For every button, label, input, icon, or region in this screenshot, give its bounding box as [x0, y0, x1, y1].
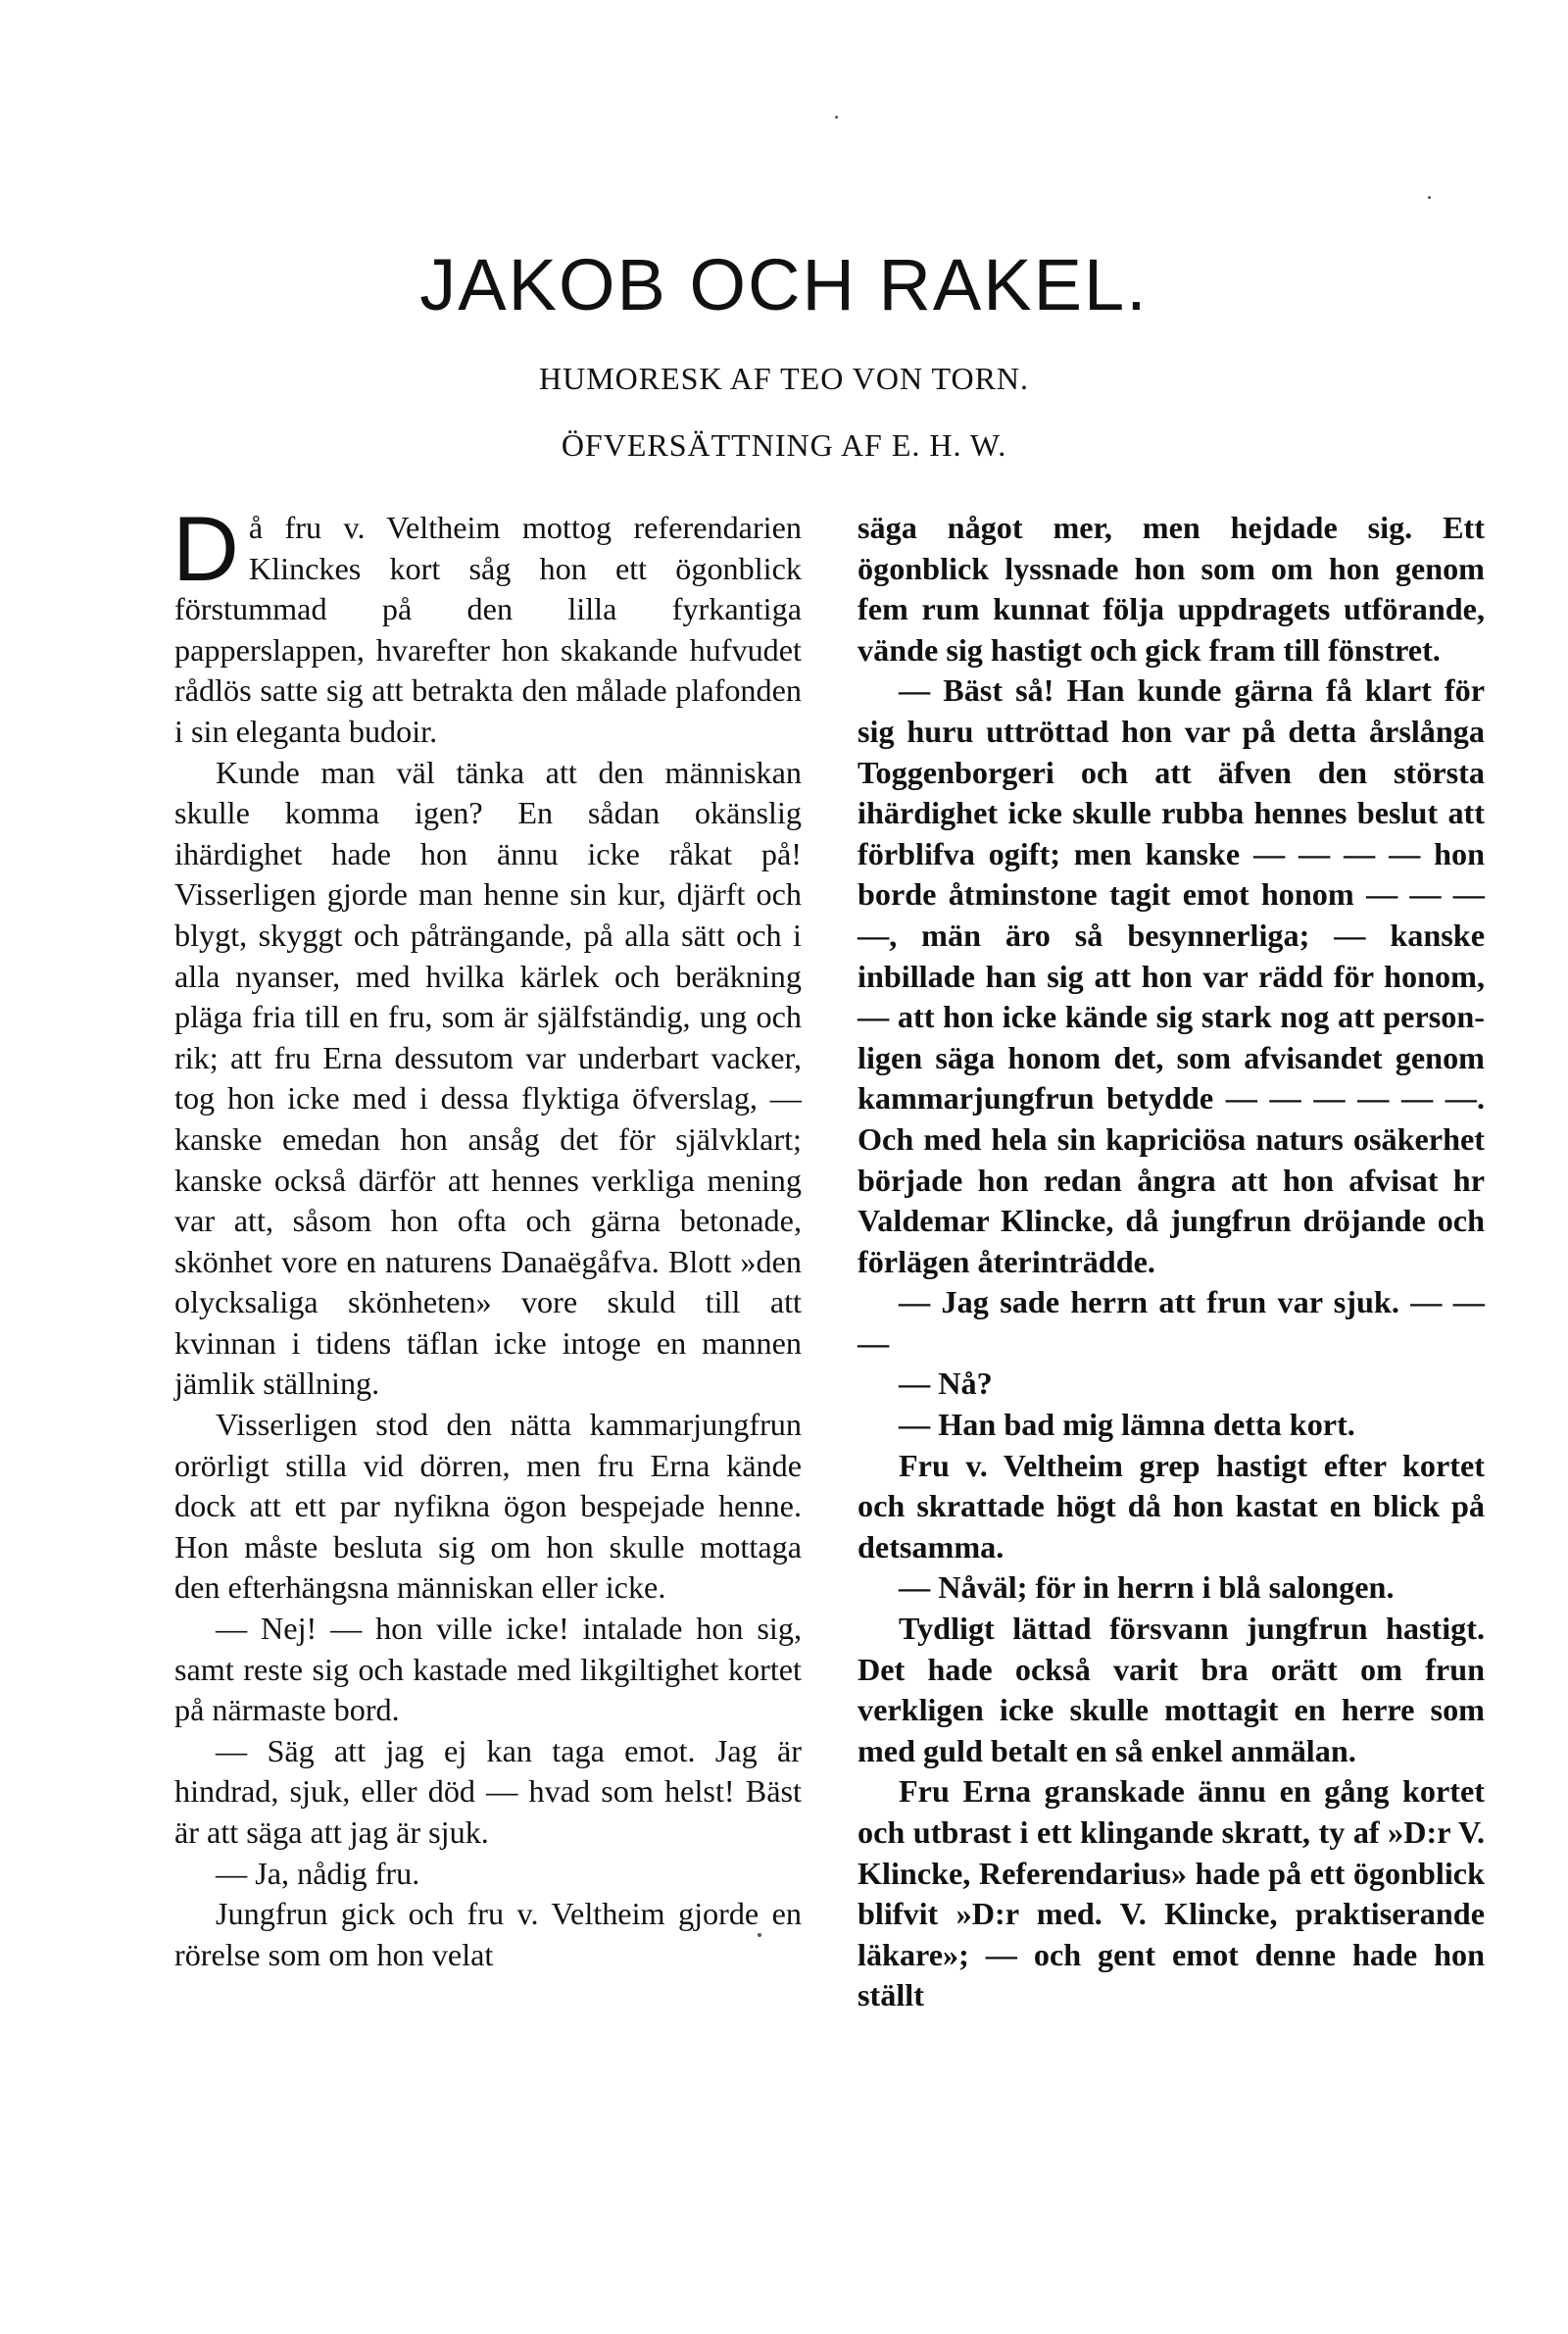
- paragraph-opening: [172, 497, 802, 753]
- paragraph: Fru v. Veltheim grep hastigt efter kortet och skrattade högt då hon kastat en blick på detsamma.: [858, 1447, 1485, 1564]
- story-subtitle: HUMORESK AF TEO VON TORN.: [538, 361, 1030, 396]
- paragraph: — Han bad mig lämna detta kort.: [899, 1407, 1355, 1443]
- opening-text: å fru v. Veltheim mottog referendarien Klinckes kort såg hon ett ögonblick förstummad på den lilla fyrkantiga papperslappen, hvarefter hon skakande hufvudet rådlös satte sig att betrakta den målade plafonden i sin eleganta budoir.: [174, 510, 802, 749]
- story-title: JAKOB OCH RAKEL.: [419, 244, 1149, 325]
- print-speck: [1428, 196, 1431, 199]
- paragraph: — Nåväl; för in herrn i blå salongen.: [899, 1569, 1395, 1606]
- paragraph: Jungfrun gick och fru v. Veltheim gjorde en rörelse som om hon velat: [174, 1896, 802, 1972]
- translation-credit: ÖFVERSÄTTNING AF E. H. W.: [561, 427, 1007, 463]
- paragraph: — Nå?: [899, 1366, 993, 1402]
- drop-cap: D: [172, 497, 239, 600]
- paragraph: Fru Erna granskade ännu en gång kortet och utbrast i ett klingande skratt, ty af »D:r V. Klincke, Referendarius» hade på ett ögonblick blifvit »D:r med. V. Klincke, praktiserande läkare»; — och gent emot denne hade hon ställt: [858, 1773, 1485, 2013]
- print-speck: [835, 116, 838, 119]
- paragraph: — Säg att jag ej kan taga emot. Jag är hindrad, sjuk, eller död — hvad som helst! Bäst är att säga att jag är sjuk.: [174, 1732, 802, 1850]
- paragraph: Visserligen stod den nätta kammarjungfrun orörligt stilla vid dörren, men fru Erna kände dock att ett par nyfikna ögon bespejade henne. Hon måste besluta sig om hon skulle mottaga den efterhängsna människan eller icke.: [174, 1407, 802, 1606]
- paragraph: — Ja, nådig fru.: [216, 1855, 420, 1891]
- print-speck: [758, 1933, 761, 1937]
- paragraph: Tydligt lättad försvann jungfrun hastigt. Det hade också varit bra orätt om frun verkligen icke skulle mottagit en herre som med guld betalt en så enkel anmälan.: [858, 1611, 1485, 1768]
- paragraph: — Jag sade herrn att frun var sjuk. — — —: [858, 1284, 1485, 1361]
- paragraph: — Nej! — hon ville icke! intalade hon sig, samt reste sig och kastade med likgiltighet kortet på närmaste bord.: [174, 1611, 802, 1728]
- right-column: [858, 508, 1485, 2016]
- paragraph-continued: säga något mer, men hejdade sig. Ett ögonblick lyssnade hon som om hon genom fem rum kunnat följa uppdragets utförande, vände sig hastigt och gick fram till fönstret.: [858, 510, 1485, 668]
- paragraph: Kunde man väl tänka att den människan skulle komma igen? En sådan okänslig ihärdighet hade hon ännu icke råkat på! Visserligen gjorde man henne sin kur, djärft och blygt, skyggt och påträngande, på alla sätt och i alla nyanser, med hvilka kärlek och beräkning pläga fria till en fru, som är själfständig, ung och rik; att fru Erna dessutom var underbart vacker, tog hon icke med i dessa flyktiga öfverslag, — kanske emedan hon ansåg det för självklart; kanske också därför att hennes verkliga mening var att, såsom hon ofta och gärna betonade, skönhet vore en naturens Danaëgåfva. Blott »den olycksaliga skönheten» vore skuld till att kvinnan i tidens täflan icke intoge en mannen jämlik ställning.: [174, 754, 802, 1402]
- left-column: [172, 497, 802, 1975]
- paragraph: — Bäst så! Han kunde gärna få klart för sig huru uttröttad hon var på detta årslånga Toggenborgeri och att äfven den största ihärdighet icke skulle rubba hennes beslut att förblifva ogift; men kanske — — — — hon borde åtminstone tagit emot honom — — — —, män äro så besynnerliga; — kanske inbillade han sig att hon var rädd för honom, — att hon icke kände sig stark nog att personligen säga honom det, som afvisandet genom kammarjungfrun betydde — — — — — —. Och med hela sin kapriciösa naturs osäkerhet började hon redan ångra att hon afvisat hr Valdemar Klincke, då jungfrun dröjande och förlägen återinträdde.: [858, 672, 1485, 1279]
